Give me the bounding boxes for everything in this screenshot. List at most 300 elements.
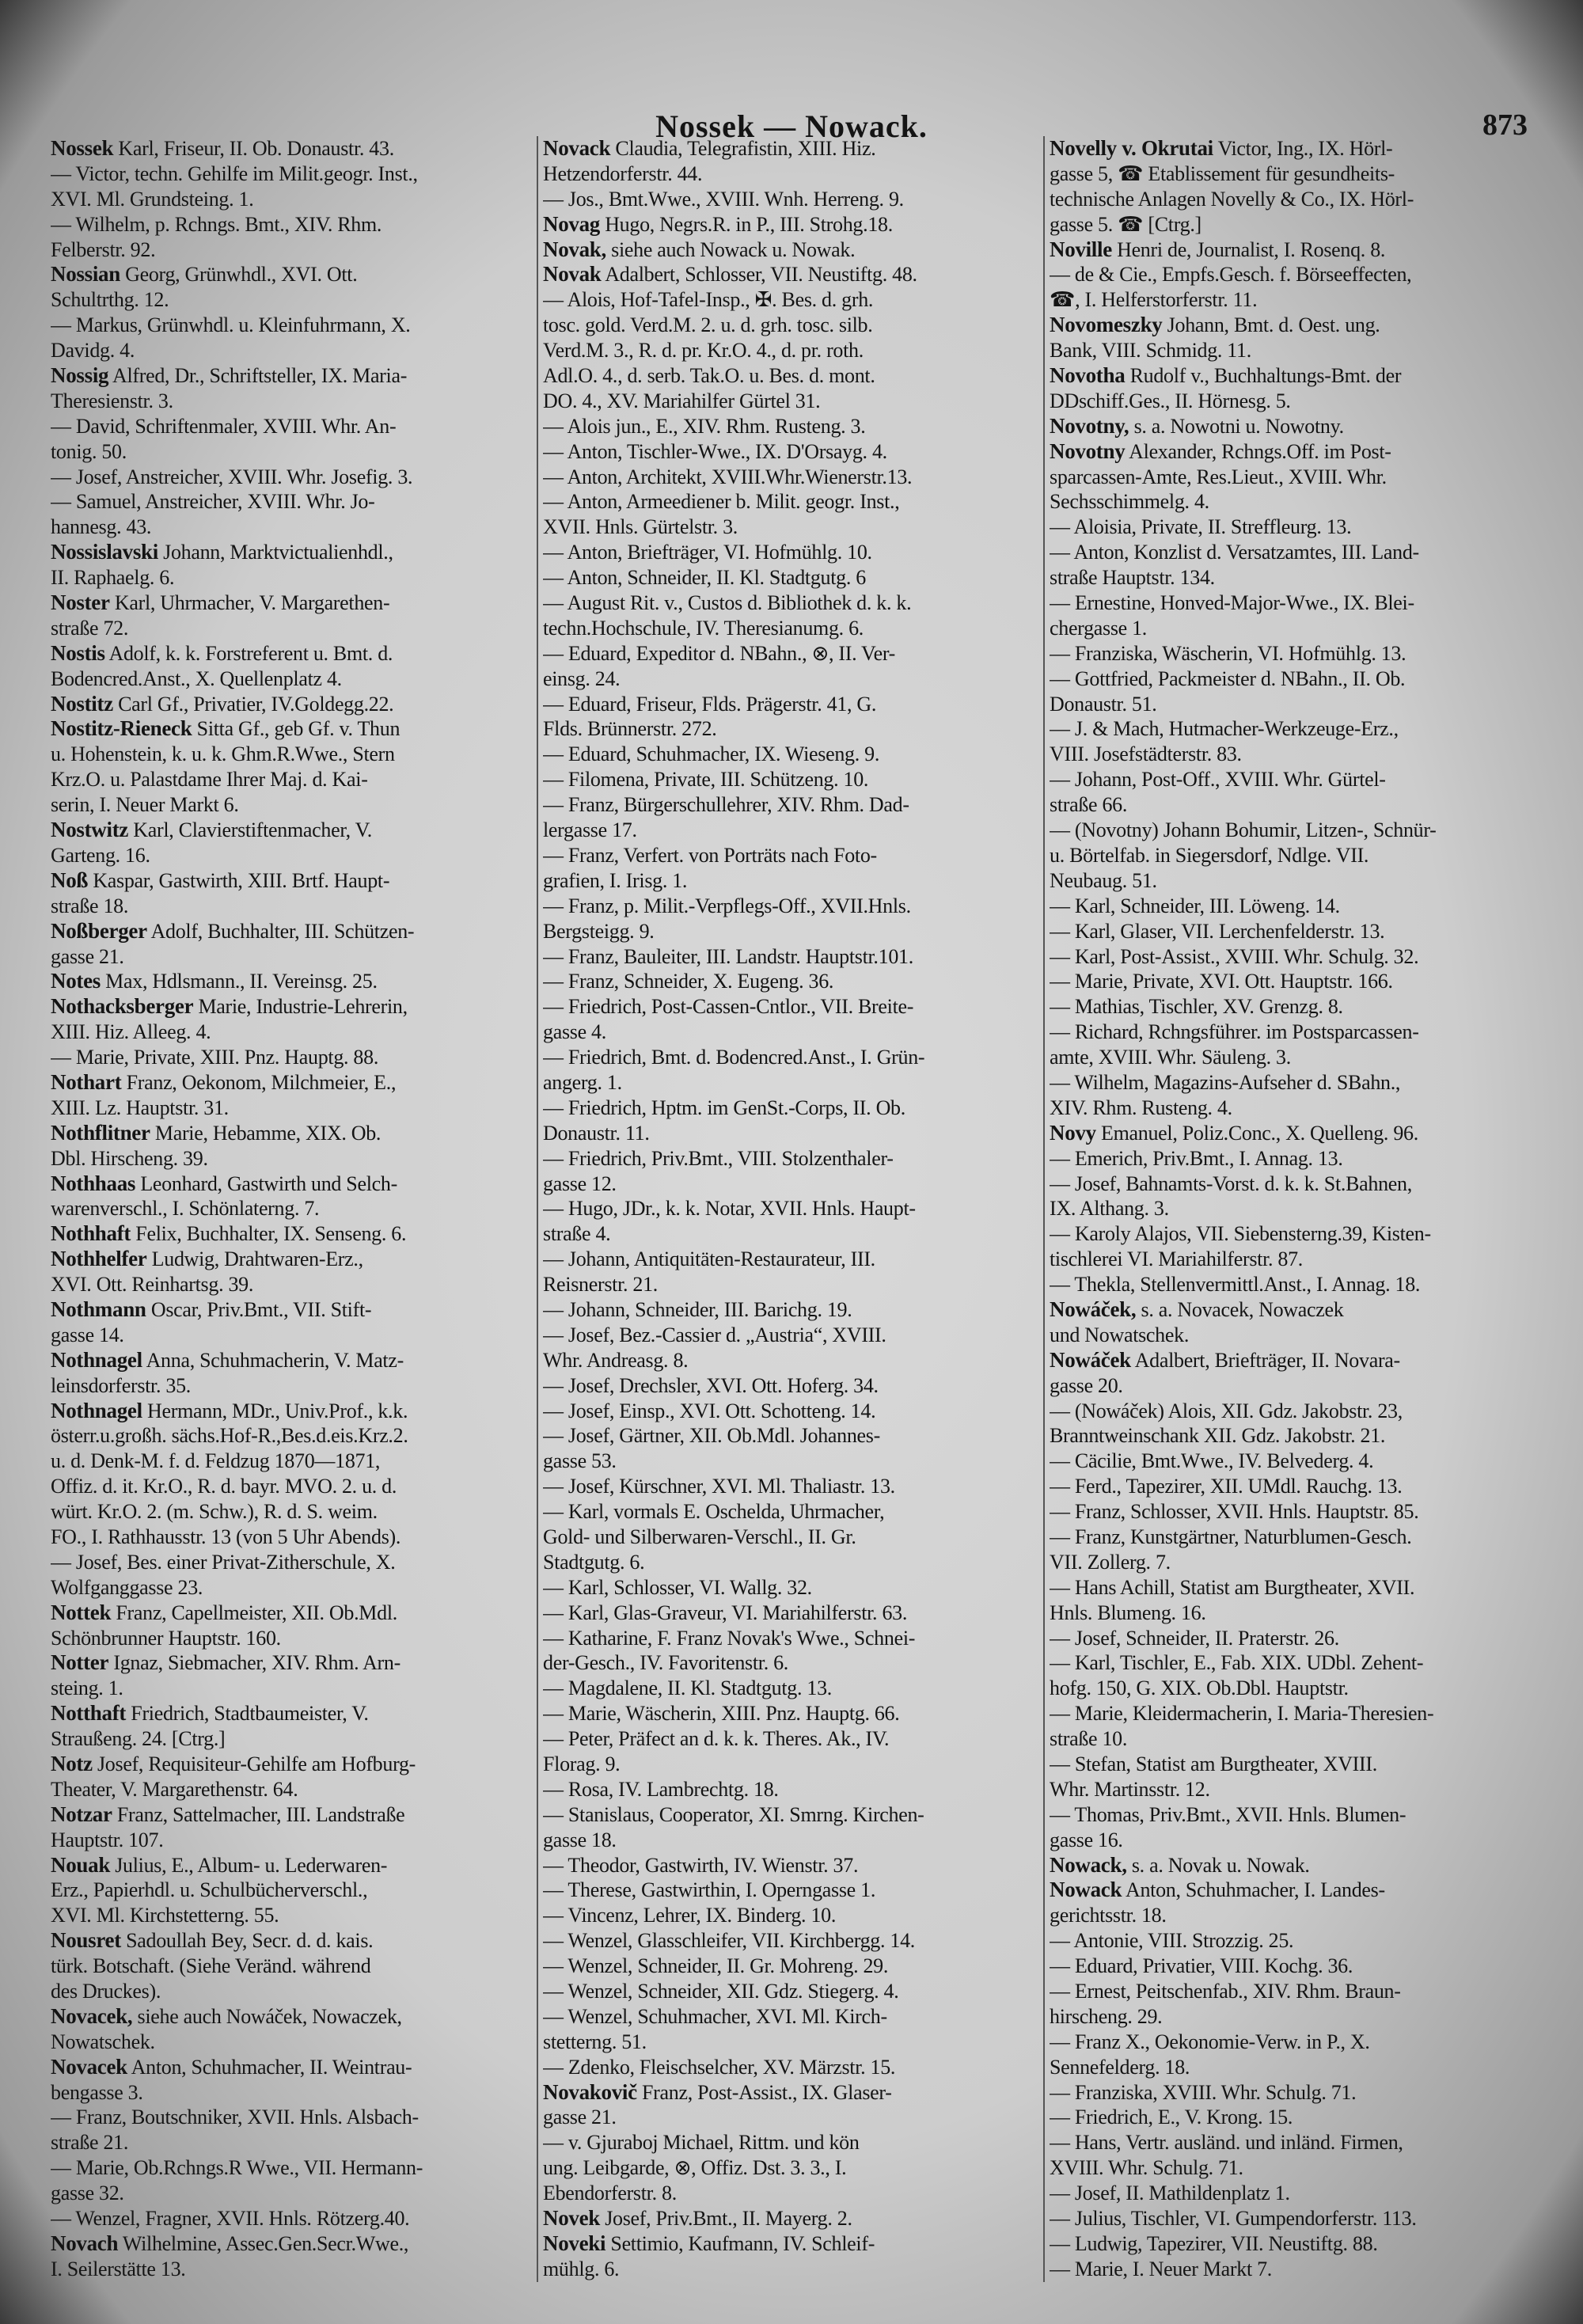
entry-text: — Wilhelm, p. Rchngs. Bmt., XIV. Rhm. (51, 212, 382, 236)
surname: Novotny, (1050, 413, 1129, 438)
entry-text: — Ferd., Tapezirer, XII. UMdl. Rauchg. 13. (1050, 1475, 1403, 1498)
surname: Novek (543, 2206, 600, 2231)
entry-head-line (1050, 1348, 1548, 1373)
entry-text: Friedrich, Stadtbaumeister, V. (126, 1702, 369, 1726)
entry-line (1050, 1802, 1548, 1828)
entry-text: sparcassen-Amte, Res.Lieut., XVIII. Whr. (1050, 465, 1387, 488)
surname: Nossislavski (51, 540, 158, 564)
entry-text: — (Novotny) Johann Bohumir, Litzen-, Schnür- (1050, 818, 1437, 842)
entry-line (543, 161, 1034, 187)
entry-text: — Hans Achill, Statist am Burgtheater, XVII. (1050, 1575, 1415, 1599)
entry-head-line (51, 994, 514, 1020)
entry-text: Hauptstr. 107. (51, 1828, 164, 1851)
entry-text: Sechsschimmelg. 4. (1050, 490, 1209, 514)
entry-text: Henri de, Journalist, I. Rosenq. 8. (1111, 237, 1386, 261)
entry-text: stetterng. 51. (543, 2030, 647, 2053)
entry-line (51, 843, 514, 868)
entry-line (51, 1676, 514, 1701)
entry-text: Franz, Post-Assist., IX. Glaser- (636, 2080, 892, 2104)
entry-head-line (51, 716, 514, 742)
entry-head-line (51, 2055, 514, 2080)
entry-head-line (543, 2080, 1034, 2106)
entry-text: hofg. 150, G. XIX. Ob.Dbl. Hauptstr. (1050, 1677, 1349, 1700)
entry-text: — J. & Mach, Hutmacher-Werkzeuge-Erz., (1050, 717, 1399, 741)
entry-text: — Karl, Schneider, III. Löweng. 14. (1050, 894, 1340, 917)
entry-text: — Ludwig, Tapezirer, VII. Neustiftg. 88. (1050, 2231, 1378, 2255)
surname: Novak, (543, 237, 606, 261)
entry-text: IX. Althang. 3. (1050, 1197, 1169, 1221)
entry-text: — Franziska, XVIII. Whr. Schulg. 71. (1050, 2080, 1357, 2104)
entry-line (543, 1802, 1034, 1828)
entry-text: — Eduard, Privatier, VIII. Kochg. 36. (1050, 1954, 1353, 1978)
entry-text: Whr. Martinsstr. 12. (1050, 1777, 1210, 1801)
entry-text: tischlerei VI. Mariahilferstr. 87. (1050, 1247, 1304, 1271)
entry-text: — Johann, Antiquitäten-Restaurateur, III. (543, 1247, 875, 1271)
entry-line (543, 2155, 1034, 2181)
entry-line (1050, 1070, 1548, 1096)
entry-line (543, 489, 1034, 515)
entry-text: hannesg. 43. (51, 515, 152, 539)
entry-line (51, 1045, 514, 1070)
entry-line (543, 1474, 1034, 1499)
entry-line (1050, 1323, 1548, 1348)
entry-line (51, 1272, 514, 1297)
directory-column-3 (1043, 136, 1548, 2282)
entry-text: Hnls. Blumeng. 16. (1050, 1601, 1206, 1624)
entry-line (51, 1550, 514, 1575)
entry-line (1050, 1550, 1548, 1575)
entry-line (1050, 1676, 1548, 1701)
entry-head-line (51, 1853, 514, 1878)
entry-line (543, 944, 1034, 970)
entry-line (543, 187, 1034, 212)
entry-line (51, 2130, 514, 2155)
entry-line (1050, 540, 1548, 565)
entry-text: Schultrthg. 12. (51, 288, 169, 312)
entry-head-line (51, 540, 514, 565)
entry-text: XVI. Ml. Grundsteing. 1. (51, 187, 254, 211)
entry-line (543, 818, 1034, 843)
entry-line (543, 1020, 1034, 1045)
entry-text: — Jos., Bmt.Wwe., XVIII. Wnh. Herreng. 9. (543, 187, 904, 211)
entry-text: gasse 5. ☎ [Ctrg.] (1050, 212, 1201, 236)
entry-text: Carl Gf., Privatier, IV.Goldegg.22. (112, 692, 394, 716)
entry-text: — Alois, Hof-Tafel-Insp., ✠. Bes. d. grh. (543, 288, 874, 312)
entry-head-line (51, 1171, 514, 1197)
entry-line (51, 1575, 514, 1601)
entry-line (543, 1676, 1034, 1701)
entry-text: — Katharine, F. Franz Novak's Wwe., Schnei- (543, 1626, 916, 1650)
entry-line (1050, 565, 1548, 590)
surname: Nothnagel (51, 1398, 142, 1422)
surname: Novak (543, 262, 602, 287)
entry-head-line (51, 363, 514, 389)
entry-text: — Karl, vormals E. Oschelda, Uhrmacher, (543, 1500, 885, 1524)
entry-text: — (Nowáček) Alois, XII. Gdz. Jakobstr. 23, (1050, 1399, 1403, 1422)
entry-text: würt. Kr.O. 2. (m. Schw.), R. d. S. weim. (51, 1500, 378, 1524)
entry-line (51, 187, 514, 212)
entry-text: gasse 53. (543, 1449, 617, 1473)
entry-text: Alexander, Rchngs.Off. im Post- (1125, 439, 1391, 463)
entry-line (543, 2055, 1034, 2080)
entry-text: Marie, Hebamme, XIX. Ob. (150, 1121, 382, 1145)
entry-line (543, 1928, 1034, 1954)
entry-text: Theresienstr. 3. (51, 389, 173, 412)
entry-text: der-Gesch., IV. Favoritenstr. 6. (543, 1651, 789, 1675)
entry-line (1050, 1423, 1548, 1449)
entry-text: Erz., Papierhdl. u. Schulbücherverschl., (51, 1878, 368, 1902)
entry-line (51, 489, 514, 515)
entry-text: Adl.O. 4., d. serb. Tak.O. u. Bes. d. mont. (543, 364, 875, 388)
entry-text: straße 10. (1050, 1727, 1128, 1751)
directory-column-2 (537, 136, 1034, 2282)
entry-text: — Wenzel, Glasschleifer, VII. Kirchbergg. 14. (543, 1929, 916, 1953)
entry-line (543, 1171, 1034, 1197)
entry-text: — Friedrich, Post-Cassen-Cntlor., VII. Breite- (543, 995, 914, 1019)
surname: Novach (51, 2231, 119, 2255)
entry-line (51, 767, 514, 792)
entry-text: Josef, Requisiteur-Gehilfe am Hofburg- (92, 1752, 416, 1775)
entry-text: — Markus, Grünwhdl. u. Kleinfuhrmann, X. (51, 313, 411, 337)
entry-text: — Marie, I. Neuer Markt 7. (1050, 2257, 1272, 2280)
entry-text: Nowatschek. (51, 2030, 155, 2053)
entry-line (51, 1096, 514, 1121)
entry-line (1050, 465, 1548, 490)
entry-line (1050, 1701, 1548, 1726)
entry-head-line (51, 1348, 514, 1373)
entry-line (543, 1601, 1034, 1626)
surname: Noveki (543, 2231, 606, 2255)
entry-line (1050, 792, 1548, 818)
entry-line (1050, 2105, 1548, 2130)
entry-text: lergasse 17. (543, 818, 637, 842)
entry-line (51, 212, 514, 237)
entry-text: amte, XVIII. Whr. Säuleng. 3. (1050, 1046, 1291, 1069)
entry-line (1050, 1146, 1548, 1171)
entry-line (51, 565, 514, 590)
entry-line (543, 1121, 1034, 1146)
entry-text: — Josef, Drechsler, XVI. Ott. Hoferg. 34. (543, 1373, 879, 1397)
entry-line (1050, 1272, 1548, 1297)
entry-line (543, 1752, 1034, 1777)
entry-line (1050, 1020, 1548, 1045)
surname: Notter (51, 1650, 109, 1675)
entry-line (51, 792, 514, 818)
entry-line (543, 590, 1034, 616)
entry-text: Donaustr. 51. (1050, 692, 1157, 716)
entry-text: gasse 21. (51, 944, 124, 968)
entry-text: — Josef, Einsp., XVI. Ott. Schotteng. 14. (543, 1399, 876, 1422)
entry-line (543, 1903, 1034, 1928)
entry-line (543, 2030, 1034, 2055)
entry-text: XVII. Hnls. Gürtelstr. 3. (543, 515, 738, 539)
entry-text: — Anton, Architekt, XVIII.Whr.Wienerstr.13. (543, 465, 913, 488)
entry-text: gasse 20. (1050, 1373, 1123, 1397)
entry-line (543, 338, 1034, 363)
directory-column-1 (51, 136, 514, 2282)
entry-line (1050, 1903, 1548, 1928)
entry-text: — David, Schriftenmaler, XVIII. Whr. An- (51, 414, 397, 438)
entry-line (1050, 742, 1548, 767)
entry-text: gasse 12. (543, 1171, 617, 1195)
entry-text: Karl, Friseur, II. Ob. Donaustr. 43. (113, 137, 394, 160)
entry-head-line (1050, 363, 1548, 389)
surname: Noville (1050, 237, 1112, 261)
entry-head-line (1050, 1853, 1548, 1878)
entry-line (51, 465, 514, 490)
entry-text: Rudolf v., Buchhaltungs-Bmt. der (1125, 364, 1402, 388)
entry-text: — Franz X., Oekonomie-Verw. in P., X. (1050, 2030, 1370, 2053)
entry-line (51, 338, 514, 363)
entry-line (1050, 1601, 1548, 1626)
entry-line (543, 1423, 1034, 1449)
entry-line (543, 1449, 1034, 1474)
entry-text: straße 72. (51, 616, 129, 640)
surname: Nostis (51, 640, 105, 665)
surname: Novack (543, 136, 611, 160)
entry-line (543, 2004, 1034, 2030)
entry-line (543, 1399, 1034, 1424)
entry-text: Flds. Brünnerstr. 272. (543, 717, 717, 741)
entry-line (51, 1146, 514, 1171)
entry-text: — Anton, Schneider, II. Kl. Stadtgutg. 6 (543, 566, 866, 590)
entry-text: straße Hauptstr. 134. (1050, 566, 1215, 590)
surname: Nowack, (1050, 1852, 1127, 1877)
entry-head-line (51, 1752, 514, 1777)
entry-line (543, 994, 1034, 1020)
entry-head-line (543, 136, 1034, 161)
entry-text: — Aloisia, Private, II. Streffleurg. 13. (1050, 515, 1352, 539)
entry-head-line (51, 919, 514, 944)
entry-text: — Friedrich, Priv.Bmt., VIII. Stolzenthaler- (543, 1146, 894, 1170)
entry-head-line (51, 2004, 514, 2030)
entry-line (51, 2257, 514, 2282)
entry-text: XVI. Ott. Reinhartsg. 39. (51, 1273, 254, 1297)
entry-text: — Ernest, Peitschenfab., XIV. Rhm. Braun- (1050, 1980, 1401, 2003)
page-number: 873 (1482, 108, 1528, 142)
entry-line (543, 1297, 1034, 1323)
entry-text: — Samuel, Anstreicher, XVIII. Whr. Jo- (51, 490, 375, 514)
entry-line (51, 1777, 514, 1802)
entry-text: — Victor, techn. Gehilfe im Milit.geogr. Inst., (51, 161, 418, 185)
entry-line (51, 2030, 514, 2055)
entry-text: — Josef, Schneider, II. Praterstr. 26. (1050, 1626, 1339, 1650)
entry-text: Ebendorferstr. 8. (543, 2182, 677, 2205)
entry-line (543, 616, 1034, 641)
entry-text: leinsdorferstr. 35. (51, 1373, 191, 1397)
entry-text: Wilhelmine, Assec.Gen.Secr.Wwe., (118, 2231, 409, 2255)
entry-text: — Karl, Schlosser, VI. Wallg. 32. (543, 1575, 812, 1599)
entry-text: Sennefelderg. 18. (1050, 2055, 1190, 2079)
surname: Nothhelfer (51, 1247, 147, 1271)
entry-line (51, 1499, 514, 1525)
entry-text: — Wenzel, Schneider, II. Gr. Mohreng. 29. (543, 1954, 889, 1978)
entry-line (1050, 1474, 1548, 1499)
entry-text: XVI. Ml. Kirchstetterng. 55. (51, 1904, 279, 1927)
entry-line (543, 1650, 1034, 1676)
entry-head-line (51, 1121, 514, 1146)
entry-text: technische Anlagen Novelly & Co., IX. Hörl- (1050, 187, 1414, 211)
entry-text: ung. Leibgarde, ⊗, Offiz. Dst. 3. 3., I. (543, 2156, 847, 2180)
entry-line (543, 666, 1034, 692)
surname: Nouak (51, 1852, 111, 1877)
entry-line (51, 666, 514, 692)
entry-text: Gold- und Silberwaren-Verschl., II. Gr. (543, 1525, 856, 1548)
entry-text: Victor, Ing., IX. Hörl- (1213, 137, 1393, 160)
entry-line (51, 2105, 514, 2130)
entry-text: Adalbert, Briefträger, II. Novara- (1130, 1348, 1400, 1372)
entry-text: Garteng. 16. (51, 843, 150, 867)
entry-text: Anton, Schuhmacher, I. Landes- (1122, 1878, 1385, 1902)
entry-text: Theater, V. Margarethenstr. 64. (51, 1777, 298, 1801)
entry-line (543, 843, 1034, 868)
entry-text: — Mathias, Tischler, XV. Grenzg. 8. (1050, 995, 1343, 1019)
entry-line (1050, 1575, 1548, 1601)
entry-line (1050, 919, 1548, 944)
surname: Nothhaft (51, 1221, 131, 1246)
entry-line (51, 287, 514, 313)
entry-text: — Karl, Glas-Graveur, VI. Mariahilferstr. 63. (543, 1601, 908, 1624)
entry-text: — Marie, Private, XVI. Ott. Hauptstr. 166. (1050, 970, 1393, 993)
entry-line (1050, 1221, 1548, 1247)
entry-line (1050, 1399, 1548, 1424)
entry-line (1050, 2155, 1548, 2181)
entry-text: Karl, Uhrmacher, V. Margarethen- (109, 591, 390, 615)
entry-text: — Josef, Bez.-Cassier d. „Austria“, XVIII. (543, 1323, 886, 1346)
entry-text: — Franz, Verfert. von Porträts nach Foto- (543, 843, 877, 867)
entry-line (1050, 818, 1548, 843)
entry-text: grafien, I. Irisg. 1. (543, 868, 688, 892)
entry-text: gasse 4. (543, 1020, 606, 1044)
entry-text: gasse 32. (51, 2182, 124, 2205)
entry-line (543, 1045, 1034, 1070)
entry-line (51, 2155, 514, 2181)
entry-text: Johann, Marktvictualienhdl., (158, 541, 393, 564)
entry-line (51, 414, 514, 439)
entry-text: Davidg. 4. (51, 339, 135, 363)
surname: Nothhaas (51, 1171, 136, 1195)
entry-line (1050, 2257, 1548, 2282)
entry-line (1050, 1626, 1548, 1651)
entry-line (543, 1878, 1034, 1903)
entry-text: einsg. 24. (543, 666, 621, 690)
entry-text: u. Börtelfab. in Siegersdorf, Ndlge. VII. (1050, 843, 1369, 867)
entry-line (543, 439, 1034, 465)
entry-line (1050, 212, 1548, 237)
entry-head-line (51, 641, 514, 666)
entry-text: bengasse 3. (51, 2080, 143, 2104)
entry-line (51, 515, 514, 540)
entry-text: Anna, Schuhmacherin, V. Matz- (142, 1348, 404, 1372)
entry-line (1050, 894, 1548, 919)
entry-line (1050, 287, 1548, 313)
entry-text: Ludwig, Drahtwaren-Erz., (146, 1247, 363, 1271)
entry-text: — Gottfried, Packmeister d. NBahn., II. Ob. (1050, 666, 1406, 690)
entry-head-line (51, 969, 514, 994)
entry-text: — Josef, Anstreicher, XVIII. Whr. Josefig. 3. (51, 465, 413, 488)
entry-text: Florag. 9. (543, 1752, 621, 1775)
surname: Notzar (51, 1802, 112, 1826)
entry-line (1050, 692, 1548, 717)
entry-line (543, 742, 1034, 767)
entry-line (543, 1777, 1034, 1802)
entry-text: Offiz. d. it. Kr.O., R. d. bayr. MVO. 2. u. d. (51, 1475, 397, 1498)
entry-line (543, 1525, 1034, 1550)
entry-text: gasse 18. (543, 1828, 617, 1851)
entry-line (543, 1726, 1034, 1752)
entry-line (543, 1499, 1034, 1525)
entry-text: — Josef, Gärtner, XII. Ob.Mdl. Johannes- (543, 1424, 880, 1448)
entry-text: — Josef, Kürschner, XVI. Ml. Thaliastr. 13. (543, 1475, 895, 1498)
surname: Noster (51, 590, 110, 615)
entry-head-line (51, 1928, 514, 1954)
entry-text: — Anton, Tischler-Wwe., IX. D'Orsayg. 4. (543, 439, 887, 463)
entry-line (543, 1348, 1034, 1373)
entry-text: Felberstr. 92. (51, 237, 156, 261)
entry-line (543, 1954, 1034, 1979)
entry-text: — Friedrich, E., V. Krong. 15. (1050, 2106, 1293, 2129)
entry-line (543, 767, 1034, 792)
entry-line (51, 894, 514, 919)
entry-text: des Druckes). (51, 1980, 161, 2003)
entry-line (51, 237, 514, 263)
entry-text: — Thekla, Stellenvermittl.Anst., I. Annag. 18. (1050, 1273, 1421, 1297)
entry-head-line (1050, 414, 1548, 439)
entry-line (543, 1853, 1034, 1878)
entry-text: straße 18. (51, 894, 129, 917)
entry-text: — Marie, Kleidermacherin, I. Maria-Theresien- (1050, 1702, 1434, 1726)
entry-text: — Friedrich, Bmt. d. Bodencred.Anst., I. Grün- (543, 1046, 925, 1069)
entry-text: Marie, Industrie-Lehrerin, (193, 995, 408, 1019)
entry-line (51, 616, 514, 641)
entry-line (51, 2080, 514, 2106)
entry-line (543, 1272, 1034, 1297)
entry-line (1050, 1373, 1548, 1399)
entry-head-line (543, 2231, 1034, 2257)
entry-line (1050, 2206, 1548, 2231)
entry-text: — Wenzel, Schuhmacher, XVI. Ml. Kirch- (543, 2004, 887, 2028)
entry-line (543, 540, 1034, 565)
entry-line (51, 389, 514, 414)
entry-text: XVIII. Whr. Schulg. 71. (1050, 2156, 1243, 2180)
entry-line (543, 1196, 1034, 1221)
entry-text: Oscar, Priv.Bmt., VII. Stift- (146, 1297, 372, 1321)
entry-text: Branntweinschank XII. Gdz. Jakobstr. 21. (1050, 1424, 1386, 1448)
entry-text: Alfred, Dr., Schriftsteller, IX. Maria- (108, 364, 408, 388)
entry-line (543, 1070, 1034, 1096)
entry-line (51, 161, 514, 187)
entry-text: — Vincenz, Lehrer, IX. Binderg. 10. (543, 1904, 837, 1927)
entry-line (543, 1828, 1034, 1853)
entry-text: — Johann, Schneider, III. Barichg. 19. (543, 1297, 852, 1321)
entry-head-line (1050, 1878, 1548, 1903)
surname: Novotha (1050, 363, 1126, 388)
entry-text: gerichtsstr. 18. (1050, 1904, 1167, 1927)
entry-line (51, 1423, 514, 1449)
entry-head-line (51, 262, 514, 287)
entry-line (1050, 1171, 1548, 1197)
surname: Notz (51, 1752, 93, 1775)
entry-line (51, 2206, 514, 2231)
entry-head-line (51, 2231, 514, 2257)
entry-line (51, 1726, 514, 1752)
entry-line (1050, 2130, 1548, 2155)
entry-text: ☎, I. Helferstorferstr. 11. (1050, 288, 1258, 312)
surname: Novelly v. Okrutai (1050, 136, 1213, 160)
surname: Nothart (51, 1069, 122, 1094)
entry-line (1050, 389, 1548, 414)
entry-line (1050, 161, 1548, 187)
